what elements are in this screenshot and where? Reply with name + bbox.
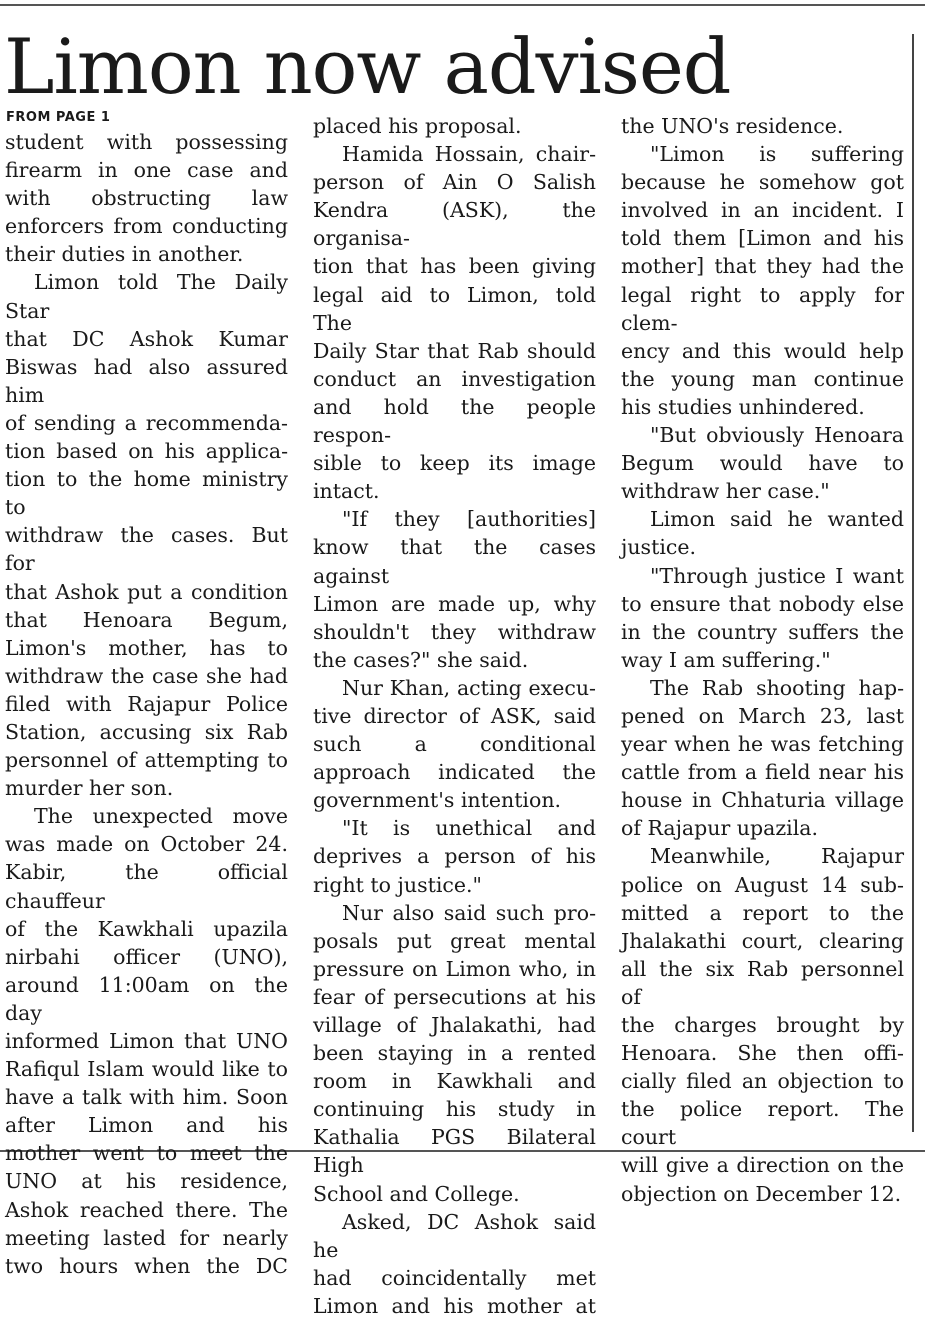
text-line: house in Chhaturia village	[621, 788, 904, 813]
text-line: around 11:00am on the day	[5, 972, 288, 1025]
text-line: "But obviously Henoara	[650, 423, 904, 448]
text-line: Begum would have to	[621, 451, 904, 476]
text-line: Nur also said such pro-	[342, 900, 596, 925]
text-line: mother went to meet the	[5, 1141, 288, 1166]
text-line: that Henoara Begum,	[5, 607, 288, 632]
text-line: Limon and his mother at	[313, 1293, 596, 1318]
text-line: of Rajapur upazila.	[621, 816, 818, 841]
text-line: ency and this would help	[621, 338, 904, 363]
text-line: police on August 14 sub-	[621, 872, 904, 897]
article-column-1	[5, 128, 288, 1280]
text-line: nirbahi officer (UNO),	[5, 944, 288, 969]
paragraph	[313, 899, 596, 1208]
text-line: Limon told The Daily Star	[5, 270, 288, 323]
text-line: legal aid to Limon, told The	[313, 282, 596, 335]
text-line: year when he was fetching	[621, 732, 904, 757]
paragraph	[621, 140, 904, 421]
text-line: was made on October 24.	[5, 832, 288, 857]
text-line: enforcers from conducting	[5, 214, 288, 239]
text-line: Kabir, the official chauffeur	[5, 860, 288, 913]
text-line: room in Kawkhali and	[313, 1069, 596, 1094]
text-line: fear of persecutions at his	[313, 984, 596, 1009]
text-line: "Through justice I want	[650, 563, 904, 588]
top-rule	[0, 4, 925, 6]
text-line: withdraw the cases. But for	[5, 523, 288, 576]
text-line: The Rab shooting hap-	[650, 675, 904, 700]
text-line: UNO at his residence,	[5, 1169, 288, 1194]
text-line: to ensure that nobody else	[621, 591, 904, 616]
text-line: Jhalakathi court, clearing	[621, 928, 904, 953]
text-line: the police report. The court	[621, 1097, 904, 1150]
text-line: Henoara. She then offi-	[621, 1041, 904, 1066]
text-line: Daily Star that Rab should	[313, 338, 596, 363]
text-line: pressure on Limon who, in	[313, 956, 596, 981]
paragraph	[621, 842, 904, 1207]
text-line: Limon said he wanted	[650, 507, 904, 532]
text-line: know that the cases against	[313, 535, 596, 588]
text-line: of sending a recommenda-	[5, 410, 288, 435]
text-line: Meanwhile, Rajapur	[650, 844, 904, 869]
text-line: tion that has been giving	[313, 254, 596, 279]
text-line: conduct an investigation	[313, 366, 596, 391]
right-column-rule	[912, 34, 914, 1132]
text-line: right to justice."	[313, 872, 482, 897]
headline: Limon now advised	[4, 22, 731, 111]
text-line: mitted a report to the	[621, 900, 904, 925]
text-line: "If they [authorities]	[342, 507, 596, 532]
text-line: objection on December 12.	[621, 1181, 902, 1206]
text-line: way I am suffering."	[621, 647, 831, 672]
text-line: Kathalia PGS Bilateral High	[313, 1125, 596, 1178]
text-line: village of Jhalakathi, had	[313, 1013, 596, 1037]
paragraph	[313, 1208, 596, 1320]
text-line: two hours when the DC	[5, 1253, 288, 1278]
text-line: the young man continue	[621, 366, 904, 391]
text-line: meeting lasted for nearly	[5, 1225, 288, 1250]
text-line: personnel of attempting to	[5, 748, 288, 773]
text-line: that Ashok put a condition	[5, 579, 288, 604]
text-line: been staying in a rented	[313, 1041, 596, 1066]
text-line: with obstructing law	[5, 186, 288, 211]
text-line: withdraw the case she had	[5, 663, 288, 688]
text-line: firearm in one case and	[5, 158, 288, 183]
paragraph	[313, 674, 596, 814]
text-line: tion based on his applica-	[5, 439, 288, 464]
paragraph	[313, 112, 596, 140]
paragraph	[5, 268, 288, 802]
text-line: tion to the home ministry to	[5, 467, 288, 520]
article-column-2	[313, 112, 596, 1320]
text-line: government's intention.	[313, 788, 562, 813]
text-line: School and College.	[313, 1181, 520, 1206]
text-line: such a conditional	[313, 732, 596, 757]
paragraph	[621, 421, 904, 505]
text-line: shouldn't they withdraw	[313, 619, 596, 644]
text-line: approach indicated the	[313, 760, 596, 785]
paragraph	[621, 505, 904, 561]
text-line: will give a direction on the	[621, 1153, 904, 1178]
text-line: Limon are made up, why	[313, 591, 596, 616]
text-line: "It is unethical and	[342, 816, 596, 841]
paragraph	[313, 814, 596, 898]
text-line: mother] that they had the	[621, 254, 904, 279]
text-line: withdraw her case."	[621, 479, 830, 504]
paragraph	[621, 674, 904, 843]
text-line: pened on March 23, last	[621, 703, 904, 728]
text-line: posals put great mental	[313, 928, 596, 953]
text-line: Asked, DC Ashok said he	[313, 1209, 596, 1262]
paragraph	[313, 140, 596, 505]
text-line: Biswas had also assured him	[5, 354, 288, 407]
text-line: The unexpected move	[34, 804, 288, 829]
text-line: Limon's mother, has to	[5, 635, 288, 660]
text-line: Nur Khan, acting execu-	[342, 675, 596, 700]
text-line: in the country suffers the	[621, 619, 904, 644]
text-line: murder her son.	[5, 776, 174, 801]
text-line: sible to keep its image intact.	[313, 451, 596, 504]
text-line: the charges brought by	[621, 1013, 904, 1037]
text-line: the cases?" she said.	[313, 647, 529, 672]
text-line: and hold the people respon-	[313, 394, 596, 448]
text-line: Rafiqul Islam would like to	[5, 1057, 288, 1082]
paragraph	[621, 562, 904, 674]
text-line: of the Kawkhali upazila	[5, 916, 288, 941]
text-line: involved in an incident. I	[621, 198, 904, 223]
text-line: student with possessing	[5, 130, 288, 154]
text-line: because he somehow got	[621, 170, 904, 195]
text-line: after Limon and his	[5, 1113, 288, 1138]
text-line: had coincidentally met	[313, 1265, 596, 1290]
from-page-kicker: FROM PAGE 1	[6, 110, 111, 125]
paragraph	[5, 802, 288, 1280]
text-line: their duties in another.	[5, 242, 244, 267]
paragraph	[313, 505, 596, 674]
text-line: person of Ain O Salish	[313, 170, 596, 195]
text-line: have a talk with him. Soon	[5, 1085, 288, 1110]
paragraph	[5, 128, 288, 268]
text-line: justice.	[621, 535, 697, 560]
text-line: filed with Rajapur Police	[5, 691, 288, 716]
text-line: cattle from a field near his	[621, 760, 904, 785]
text-line: informed Limon that UNO	[5, 1029, 288, 1053]
text-line: "Limon is suffering	[650, 142, 904, 167]
text-line: his studies unhindered.	[621, 394, 865, 419]
text-line: Kendra (ASK), the organisa-	[313, 198, 596, 251]
text-line: Ashok reached there. The	[5, 1197, 288, 1222]
text-line: all the six Rab personnel of	[621, 956, 904, 1009]
text-line: placed his proposal.	[313, 114, 522, 138]
article-column-3	[621, 112, 904, 1208]
text-line: continuing his study in	[313, 1097, 596, 1122]
text-line: cially filed an objection to	[621, 1069, 904, 1094]
text-line: that DC Ashok Kumar	[5, 326, 288, 351]
text-line: told them [Limon and his	[621, 226, 904, 251]
text-line: Station, accusing six Rab	[5, 719, 288, 744]
text-line: the UNO's residence.	[621, 114, 844, 138]
text-line: tive director of ASK, said	[313, 703, 596, 728]
text-line: Hamida Hossain, chair-	[342, 142, 596, 167]
text-line: deprives a person of his	[313, 844, 596, 869]
text-line: legal right to apply for clem-	[621, 282, 904, 335]
paragraph	[621, 112, 904, 140]
